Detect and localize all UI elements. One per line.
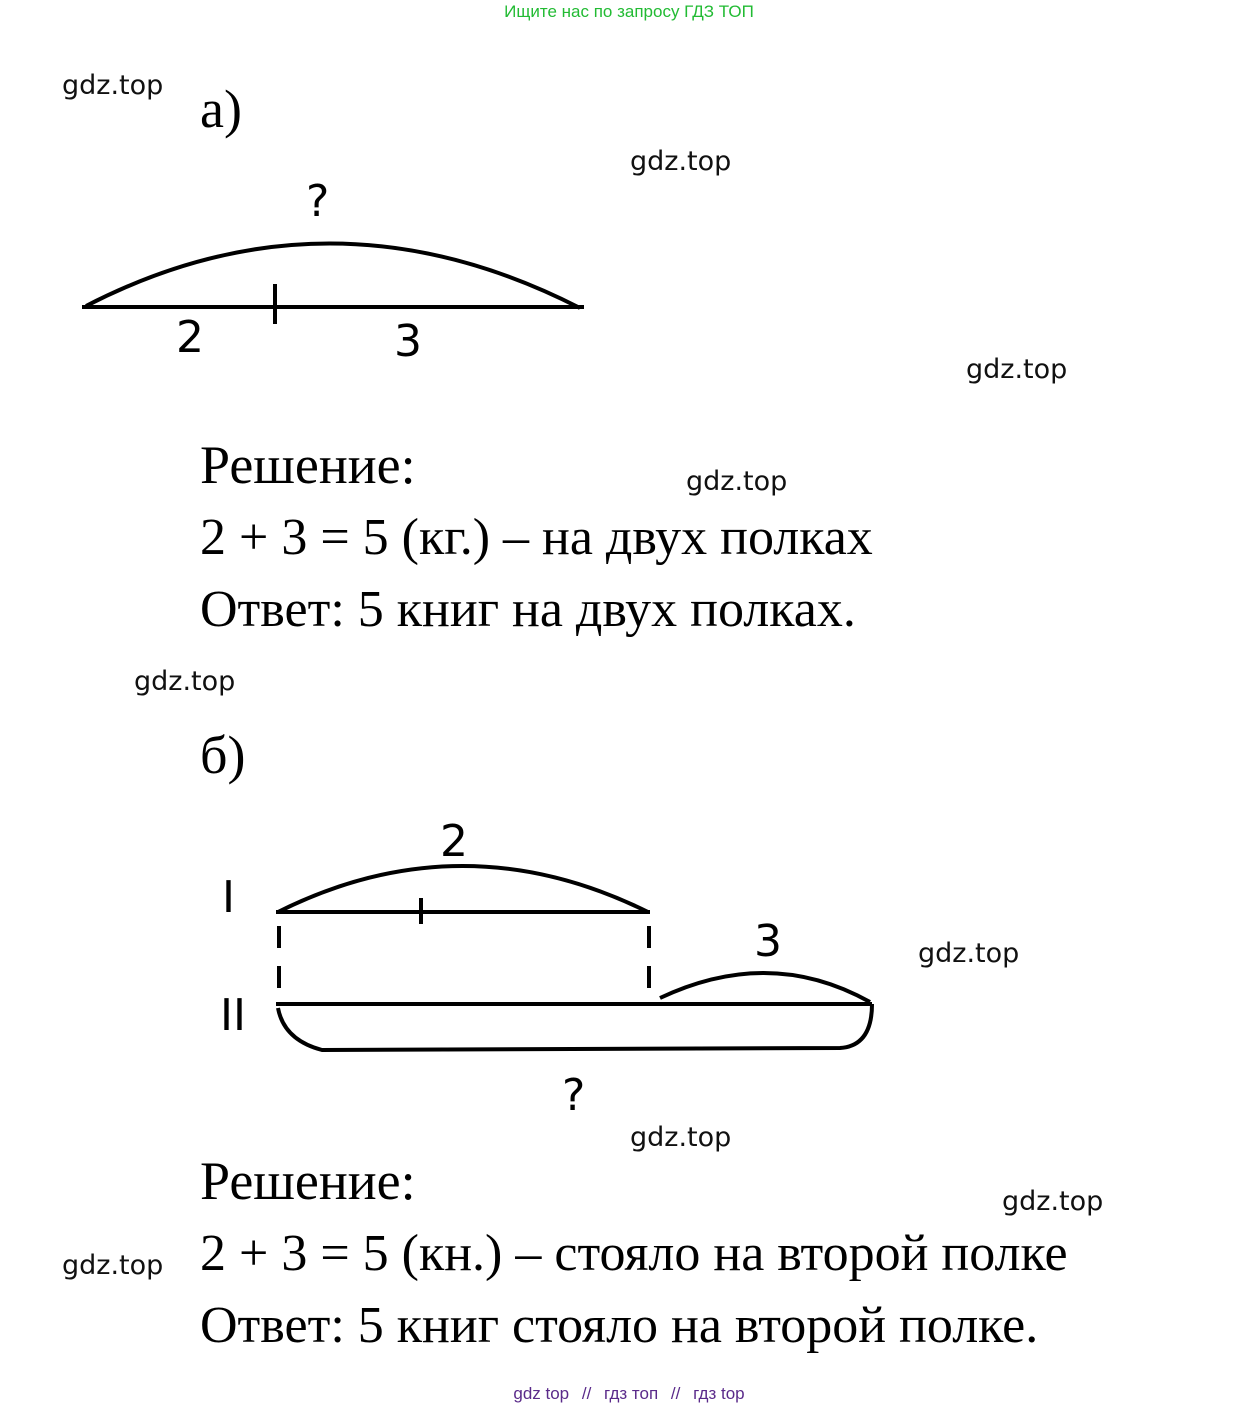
part-b-row-1-label: I [222, 872, 235, 923]
part-b-equation: 2 + 3 = 5 (кн.) – стояло на второй полке [200, 1225, 1068, 1282]
part-b-total-bracket [278, 1004, 872, 1050]
watermark: gdz.top [62, 70, 164, 101]
part-a-total-question: ? [306, 176, 330, 227]
footer-link-2[interactable]: гдз топ [604, 1384, 659, 1403]
part-a-answer: Ответ: 5 книг на двух полках. [200, 581, 856, 638]
watermark: gdz.top [134, 666, 236, 697]
footer-link-1[interactable]: gdz top [513, 1384, 570, 1403]
watermark: gdz.top [630, 146, 732, 177]
footer-separator: // [670, 1384, 681, 1403]
part-b-top-value: 2 [440, 816, 468, 867]
part-b-solution-title: Решение: [200, 1151, 416, 1211]
watermark: gdz.top [966, 354, 1068, 385]
part-b-answer: Ответ: 5 книг стояло на второй полке. [200, 1297, 1039, 1354]
footer-links [0, 1384, 1258, 1404]
part-a-solution-title: Решение: [200, 435, 416, 495]
part-a-label: а) [200, 79, 242, 139]
part-a-segment-1-value: 2 [176, 312, 204, 363]
watermark: gdz.top [918, 938, 1020, 969]
part-b-extra-value: 3 [754, 916, 782, 967]
part-a-segment-2-value: 3 [394, 316, 422, 367]
part-b-label: б) [200, 725, 246, 785]
header-search-link[interactable]: Ищите нас по запросу ГДЗ ТОП [504, 2, 754, 21]
part-b-total-question: ? [562, 1070, 586, 1121]
footer-separator: // [581, 1384, 592, 1403]
part-b-row-2-label: II [220, 990, 246, 1041]
part-a-equation: 2 + 3 = 5 (кг.) – на двух полках [200, 509, 873, 566]
watermark: gdz.top [1002, 1186, 1104, 1217]
part-b-row-1-arc [278, 866, 648, 912]
part-b-extra-arc [660, 973, 870, 1002]
watermark: gdz.top [630, 1122, 732, 1153]
watermark: gdz.top [686, 466, 788, 497]
watermark: gdz.top [62, 1250, 164, 1281]
footer-link-3[interactable]: гдз top [693, 1384, 745, 1403]
